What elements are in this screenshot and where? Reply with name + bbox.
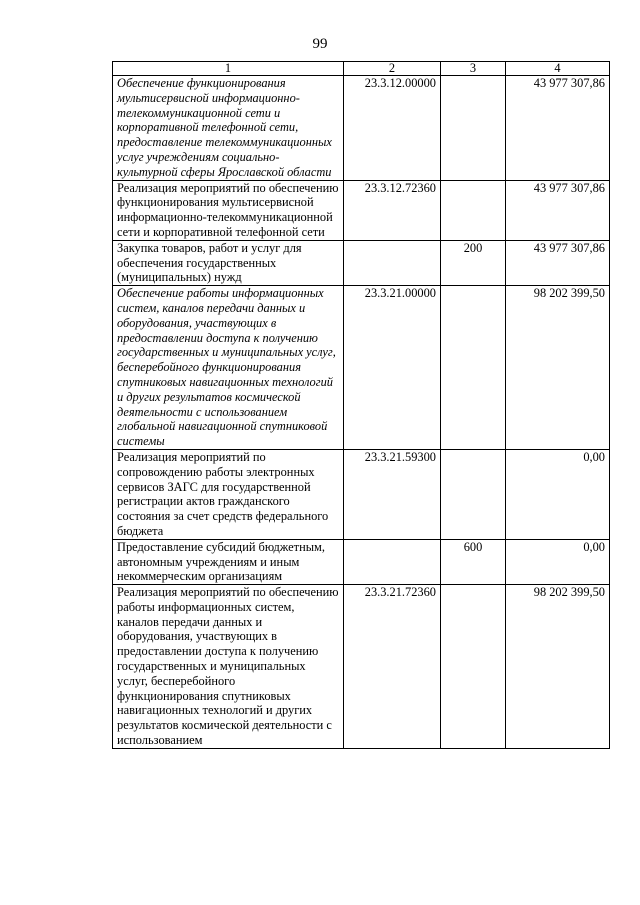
row-expense-type (441, 180, 506, 240)
table-row (113, 76, 610, 181)
row-code: 23.3.12.72360 (344, 180, 441, 240)
row-code: 23.3.21.00000 (344, 286, 441, 450)
row-name: Реализация мероприятий по обеспечению работы информационных систем, каналов передачи данных и оборудования, участвующих в предоставлении доступа к получению государственных и муниципальных услуг, бесперебойного функционирования спутниковых навигационных технологий и других результатов космической деятельности с использованием (113, 585, 344, 749)
row-expense-type: 200 (441, 240, 506, 285)
row-expense-type: 600 (441, 539, 506, 584)
row-code: 23.3.21.72360 (344, 585, 441, 749)
row-code (344, 240, 441, 285)
column-header-2: 2 (344, 62, 441, 76)
table-row (113, 240, 610, 285)
row-name: Реализация мероприятий по сопровождению работы электронных сервисов ЗАГС для государственной регистрации актов гражданского состояния за счет средств федерального бюджета (113, 449, 344, 539)
row-name: Предоставление субсидий бюджетным, автономным учреждениям и иным некоммерческим организациям (113, 539, 344, 584)
budget-table (112, 61, 610, 749)
page-number: 99 (312, 36, 328, 52)
row-amount: 43 977 307,86 (506, 180, 610, 240)
row-code: 23.3.12.00000 (344, 76, 441, 181)
row-amount: 0,00 (506, 449, 610, 539)
table-row (113, 286, 610, 450)
row-code (344, 539, 441, 584)
row-amount: 43 977 307,86 (506, 240, 610, 285)
table-row (113, 180, 610, 240)
row-expense-type (441, 449, 506, 539)
column-header-4: 4 (506, 62, 610, 76)
row-amount: 98 202 399,50 (506, 286, 610, 450)
row-expense-type (441, 286, 506, 450)
row-name: Реализация мероприятий по обеспечению функционирования мультисервисной информационно-телекоммуникационной сети и корпоративной телефонной сети (113, 180, 344, 240)
row-name: Обеспечение работы информационных систем, каналов передачи данных и оборудования, участвующих в предоставлении доступа к получению государственных и муниципальных услуг, бесперебойного функционирования спутниковых навигационных технологий и других результатов космической деятельности с использованием глобальной навигационной спутниковой системы (113, 286, 344, 450)
row-expense-type (441, 76, 506, 181)
row-amount: 43 977 307,86 (506, 76, 610, 181)
row-name: Обеспечение функционирования мультисервисной информационно-телекоммуникационной сети и корпоративной телефонной сети, предоставление телекоммуникационных услуг учреждениям социально-культурной сферы Ярославской области (113, 76, 344, 181)
table-row (113, 585, 610, 749)
table-row (113, 449, 610, 539)
row-expense-type (441, 585, 506, 749)
row-amount: 0,00 (506, 539, 610, 584)
column-header-1: 1 (113, 62, 344, 76)
row-name: Закупка товаров, работ и услуг для обеспечения государственных (муниципальных) нужд (113, 240, 344, 285)
row-code: 23.3.21.59300 (344, 449, 441, 539)
table-row (113, 539, 610, 584)
row-amount: 98 202 399,50 (506, 585, 610, 749)
column-header-3: 3 (441, 62, 506, 76)
table-header-row (113, 62, 610, 76)
